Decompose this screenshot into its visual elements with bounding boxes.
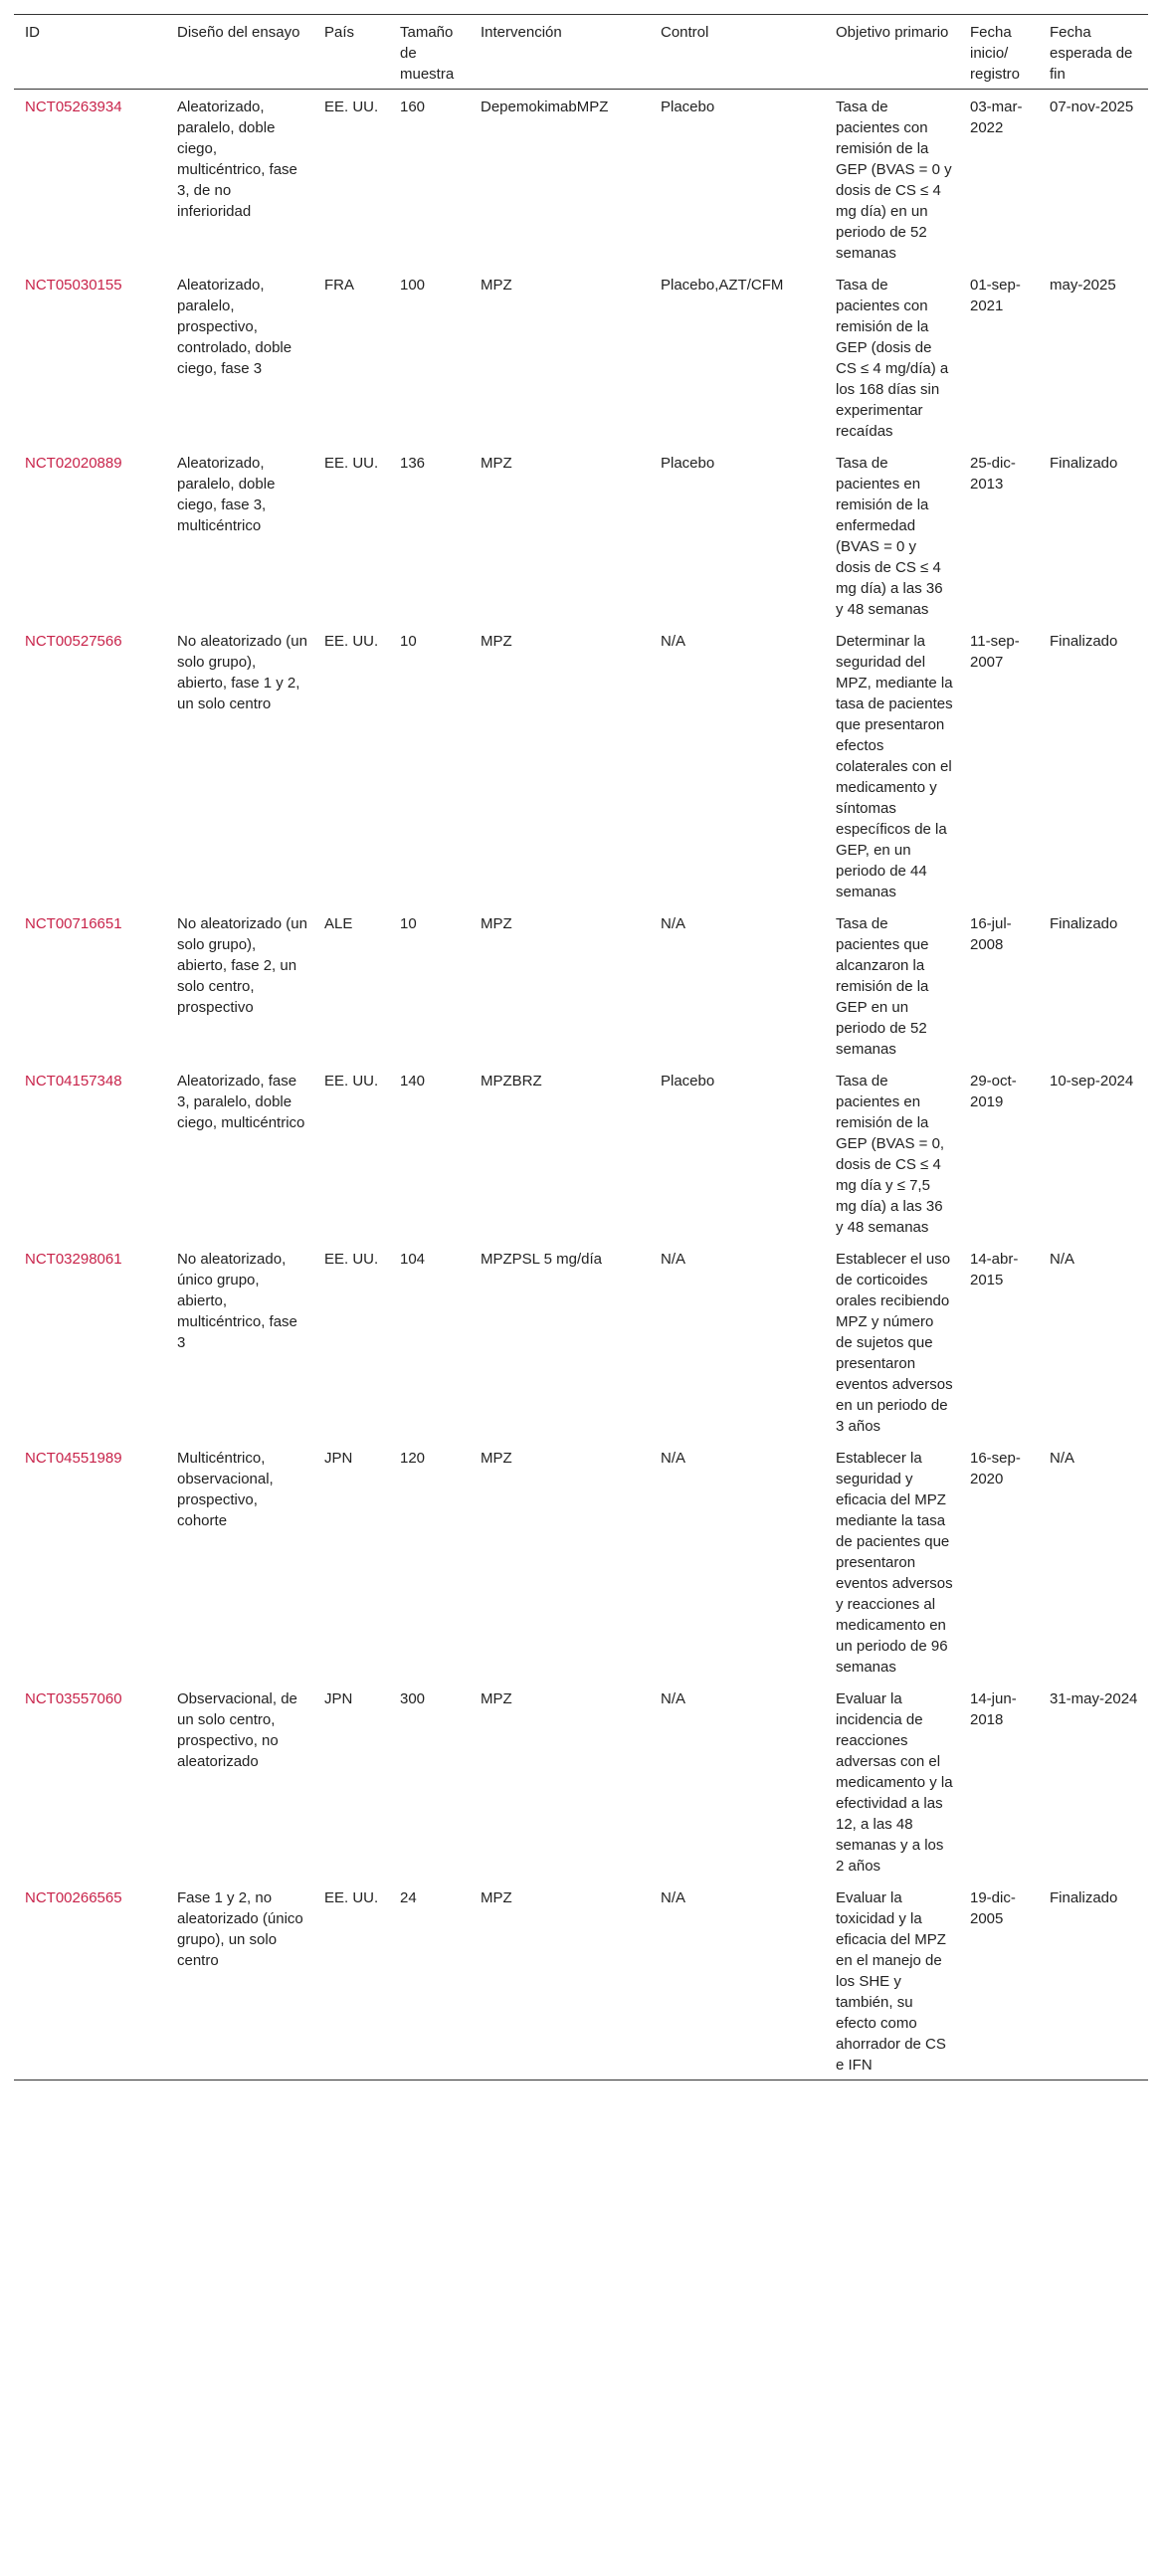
header-row xyxy=(14,15,1148,90)
cell-country: EE. UU. xyxy=(324,1251,379,1268)
cell-start: 19-dic-2005 xyxy=(970,1889,1016,1927)
cell-id xyxy=(14,906,166,1064)
table-row xyxy=(14,1881,1148,2081)
cell-sample: 10 xyxy=(400,633,417,650)
column-header-objective: Objetivo primario xyxy=(836,24,949,41)
cell-start: 25-dic-2013 xyxy=(970,455,1016,493)
cell-control: N/A xyxy=(661,915,686,932)
trial-id-link[interactable]: NCT03557060 xyxy=(25,1690,122,1707)
table-row xyxy=(14,1682,1148,1881)
column-header-intervention: Intervención xyxy=(481,24,562,41)
cell-start: 16-sep-2020 xyxy=(970,1450,1021,1487)
table-body xyxy=(14,90,1148,2081)
column-header-design: Diseño del ensayo xyxy=(177,24,300,41)
column-header-id: ID xyxy=(25,24,40,41)
cell-intervention: DepemokimabMPZ xyxy=(481,99,609,115)
cell-objective: Evaluar la incidencia de reacciones adversas con el medicamento y la efectividad a las 12, a las 48 semanas y a los 2 años xyxy=(836,1690,953,1875)
cell-control: N/A xyxy=(661,1450,686,1467)
trial-id-link[interactable]: NCT00527566 xyxy=(25,633,122,650)
cell-intervention: MPZ xyxy=(481,633,512,650)
cell-control: Placebo xyxy=(661,99,715,115)
table-row xyxy=(14,1242,1148,1441)
cell-design: Fase 1 y 2, no aleatorizado (único grupo), un solo centro xyxy=(177,1889,303,1969)
cell-intervention: MPZPSL 5 mg/día xyxy=(481,1251,602,1268)
cell-intervention: MPZ xyxy=(481,277,512,294)
cell-design: Aleatorizado, fase 3, paralelo, doble ciego, multicéntrico xyxy=(177,1073,305,1131)
table-row xyxy=(14,1064,1148,1242)
cell-design: Aleatorizado, paralelo, prospectivo, controlado, doble ciego, fase 3 xyxy=(177,277,292,377)
cell-control: N/A xyxy=(661,1889,686,1906)
cell-id xyxy=(14,624,166,906)
cell-id xyxy=(14,1441,166,1682)
cell-design: No aleatorizado (un solo grupo), abierto, fase 2, un solo centro, prospectivo xyxy=(177,915,307,1016)
cell-objective: Tasa de pacientes que alcanzaron la remisión de la GEP en un periodo de 52 semanas xyxy=(836,915,929,1058)
cell-start: 03-mar-2022 xyxy=(970,99,1023,136)
cell-country: EE. UU. xyxy=(324,99,379,115)
cell-country: EE. UU. xyxy=(324,455,379,472)
cell-objective: Tasa de pacientes con remisión de la GEP (dosis de CS ≤ 4 mg/día) a los 168 días sin experimentar recaídas xyxy=(836,277,949,440)
cell-id xyxy=(14,90,166,269)
cell-sample: 10 xyxy=(400,915,417,932)
cell-country: EE. UU. xyxy=(324,1889,379,1906)
table-row xyxy=(14,906,1148,1064)
cell-id xyxy=(14,1064,166,1242)
cell-design: Aleatorizado, paralelo, doble ciego, multicéntrico, fase 3, de no inferioridad xyxy=(177,99,297,220)
cell-intervention: MPZ xyxy=(481,1690,512,1707)
cell-control: Placebo,AZT/CFM xyxy=(661,277,784,294)
cell-id xyxy=(14,446,166,624)
cell-start: 14-jun-2018 xyxy=(970,1690,1017,1728)
cell-sample: 160 xyxy=(400,99,426,115)
cell-sample: 120 xyxy=(400,1450,426,1467)
cell-objective: Tasa de pacientes con remisión de la GEP (BVAS = 0 y dosis de CS ≤ 4 mg día) en un periodo de 52 semanas xyxy=(836,99,952,262)
table-row xyxy=(14,1441,1148,1682)
column-header-control: Control xyxy=(661,24,709,41)
cell-end: Finalizado xyxy=(1050,915,1118,932)
cell-control: N/A xyxy=(661,1251,686,1268)
cell-objective: Evaluar la toxicidad y la eficacia del MPZ en el manejo de los SHE y también, su efecto como ahorrador de CS e IFN xyxy=(836,1889,946,2074)
cell-country: JPN xyxy=(324,1450,353,1467)
trial-id-link[interactable]: NCT04551989 xyxy=(25,1450,122,1467)
cell-start: 11-sep-2007 xyxy=(970,633,1020,671)
cell-country: ALE xyxy=(324,915,353,932)
cell-objective: Tasa de pacientes en remisión de la GEP (BVAS = 0, dosis de CS ≤ 4 mg día y ≤ 7,5 mg día) a las 36 y 48 semanas xyxy=(836,1073,945,1236)
cell-end: N/A xyxy=(1050,1251,1075,1268)
table-header xyxy=(14,15,1148,90)
trial-id-link[interactable]: NCT05263934 xyxy=(25,99,122,115)
cell-end: N/A xyxy=(1050,1450,1075,1467)
cell-end: Finalizado xyxy=(1050,455,1118,472)
column-header-start: Fecha inicio/ registro xyxy=(970,24,1021,83)
cell-objective: Tasa de pacientes en remisión de la enfermedad (BVAS = 0 y dosis de CS ≤ 4 mg día) a las 36 y 48 semanas xyxy=(836,455,943,618)
cell-intervention: MPZ xyxy=(481,1450,512,1467)
column-header-end: Fecha esperada de fin xyxy=(1050,24,1133,83)
cell-country: FRA xyxy=(324,277,354,294)
cell-sample: 300 xyxy=(400,1690,426,1707)
cell-country: JPN xyxy=(324,1690,353,1707)
trial-id-link[interactable]: NCT05030155 xyxy=(25,277,122,294)
column-header-sample: Tamaño de muestra xyxy=(400,24,455,83)
trial-id-link[interactable]: NCT02020889 xyxy=(25,455,122,472)
trial-id-link[interactable]: NCT04157348 xyxy=(25,1073,122,1090)
cell-control: Placebo xyxy=(661,455,715,472)
cell-end: Finalizado xyxy=(1050,633,1118,650)
cell-intervention: MPZ xyxy=(481,1889,512,1906)
cell-sample: 140 xyxy=(400,1073,426,1090)
cell-end: 31-may-2024 xyxy=(1050,1690,1138,1707)
cell-sample: 100 xyxy=(400,277,426,294)
column-header-country: País xyxy=(324,24,355,41)
cell-id xyxy=(14,1881,166,2081)
trial-id-link[interactable]: NCT00266565 xyxy=(25,1889,122,1906)
cell-control: N/A xyxy=(661,1690,686,1707)
cell-start: 16-jul-2008 xyxy=(970,915,1012,953)
cell-end: may-2025 xyxy=(1050,277,1116,294)
cell-id xyxy=(14,1682,166,1881)
cell-design: No aleatorizado (un solo grupo), abierto, fase 1 y 2, un solo centro xyxy=(177,633,307,712)
cell-objective: Establecer la seguridad y eficacia del MPZ mediante la tasa de pacientes que presentaron eventos adversos y reacciones al medicamento en un periodo de 96 semanas xyxy=(836,1450,953,1676)
cell-end: 10-sep-2024 xyxy=(1050,1073,1134,1090)
table-row xyxy=(14,268,1148,446)
cell-objective: Determinar la seguridad del MPZ, mediante la tasa de pacientes que presentaron efectos colaterales con el medicamento y síntomas específicos de la GEP, en un periodo de 44 semanas xyxy=(836,633,953,900)
cell-design: No aleatorizado, único grupo, abierto, multicéntrico, fase 3 xyxy=(177,1251,297,1351)
cell-sample: 136 xyxy=(400,455,426,472)
table-row xyxy=(14,624,1148,906)
cell-country: EE. UU. xyxy=(324,1073,379,1090)
trials-table xyxy=(14,14,1148,2081)
cell-start: 14-abr-2015 xyxy=(970,1251,1019,1288)
cell-end: Finalizado xyxy=(1050,1889,1118,1906)
cell-id xyxy=(14,1242,166,1441)
cell-start: 29-oct-2019 xyxy=(970,1073,1017,1110)
cell-id xyxy=(14,268,166,446)
cell-start: 01-sep-2021 xyxy=(970,277,1021,314)
cell-control: N/A xyxy=(661,633,686,650)
cell-intervention: MPZBRZ xyxy=(481,1073,542,1090)
table-row xyxy=(14,90,1148,269)
cell-end: 07-nov-2025 xyxy=(1050,99,1134,115)
trial-id-link[interactable]: NCT03298061 xyxy=(25,1251,122,1268)
trial-id-link[interactable]: NCT00716651 xyxy=(25,915,122,932)
table-row xyxy=(14,446,1148,624)
cell-country: EE. UU. xyxy=(324,633,379,650)
cell-design: Observacional, de un solo centro, prospectivo, no aleatorizado xyxy=(177,1690,297,1770)
cell-intervention: MPZ xyxy=(481,455,512,472)
cell-sample: 104 xyxy=(400,1251,426,1268)
cell-design: Multicéntrico, observacional, prospectivo, cohorte xyxy=(177,1450,274,1529)
cell-sample: 24 xyxy=(400,1889,417,1906)
cell-design: Aleatorizado, paralelo, doble ciego, fase 3, multicéntrico xyxy=(177,455,276,534)
cell-control: Placebo xyxy=(661,1073,715,1090)
cell-intervention: MPZ xyxy=(481,915,512,932)
cell-objective: Establecer el uso de corticoides orales recibiendo MPZ y número de sujetos que presentaron eventos adversos en un periodo de 3 años xyxy=(836,1251,953,1435)
